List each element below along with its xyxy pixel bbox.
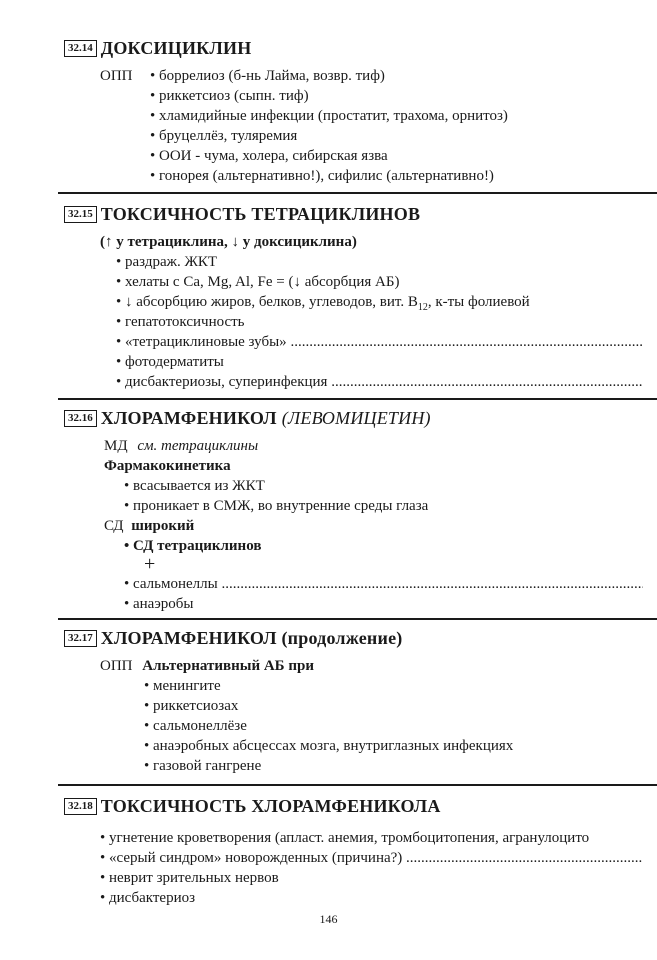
page-number: 146 xyxy=(319,912,338,926)
list-item: • анаэробных абсцессах мозга, внутриглазных инфекциях xyxy=(144,738,514,754)
list-item: • дисбактериоз xyxy=(100,890,196,906)
section-number: 32.14 xyxy=(64,40,97,57)
list-item: • «серый синдром» новорожденных (причина?) ..... xyxy=(100,848,643,868)
opp-label: ОПП xyxy=(100,68,133,84)
section-number: 32.18 xyxy=(64,798,97,815)
section-heading-32-14 xyxy=(64,38,251,59)
pk-heading: Фармакокинетика xyxy=(104,458,231,474)
list-item: • менингите xyxy=(144,678,221,694)
md-line xyxy=(104,436,258,456)
list-item: • сальмонеллёзе xyxy=(144,718,247,734)
list-item: • хелаты с Ca, Mg, Al, Fe = (↓ абсорбция АБ) xyxy=(116,274,400,290)
list-item: • ООИ - чума, холера, сибирская язва xyxy=(150,148,388,164)
sd-label: СД xyxy=(104,518,124,534)
section-divider xyxy=(58,618,657,620)
subheading: (↑ у тетрациклина, ↓ у доксициклина) xyxy=(100,234,357,250)
section-number: 32.17 xyxy=(64,630,97,647)
list-item: • угнетение кроветворения (апласт. анемия, тромбоцитопения, агранулоцито xyxy=(100,830,590,846)
section-number: 32.15 xyxy=(64,206,97,223)
opp-heading: Альтернативный АБ при xyxy=(142,658,314,674)
opp-label: ОПП xyxy=(100,658,133,674)
section-title: ХЛОРАМФЕНИКОЛ xyxy=(100,408,277,428)
section-title: ТОКСИЧНОСТЬ ХЛОРАМФЕНИКОЛА xyxy=(100,796,441,816)
list-item: • дисбактериозы, суперинфекция ..... xyxy=(116,372,643,392)
section-title-alt: (ЛЕВОМИЦЕТИН) xyxy=(281,408,431,428)
section-divider xyxy=(58,398,657,400)
list-item: • СД тетрациклинов xyxy=(124,538,262,554)
list-item: • «тетрациклиновые зубы» ..... xyxy=(116,332,643,352)
section-heading-32-16 xyxy=(64,408,431,429)
plus-sign: + xyxy=(144,553,156,575)
list-item: • хламидийные инфекции (простатит, трахома, орнитоз) xyxy=(150,108,508,124)
opp-line xyxy=(100,656,314,676)
md-value: см. тетрациклины xyxy=(137,438,259,454)
list-item: • ↓ абсорбцию жиров, белков, углеводов, вит. $B_{12}$, к-ты фолиевой xyxy=(116,294,530,313)
list-item: • боррелиоз (б-нь Лайма, возвр. тиф) xyxy=(150,68,385,84)
list-item: • всасывается из ЖКТ xyxy=(124,478,265,494)
section-heading-32-17 xyxy=(64,628,402,649)
sd-line xyxy=(104,516,194,536)
section-heading-32-18 xyxy=(64,796,441,817)
section-number: 32.16 xyxy=(64,410,97,427)
list-item: • риккетсиозах xyxy=(144,698,239,714)
section-title: ДОКСИЦИКЛИН xyxy=(100,38,252,58)
md-label: МД xyxy=(104,438,128,454)
list-item: • газовой гангрене xyxy=(144,758,262,774)
section-heading-32-15 xyxy=(64,204,420,225)
list-item: • гепатотоксичность xyxy=(116,314,245,330)
list-item: • неврит зрительных нервов xyxy=(100,870,279,886)
sd-value: широкий xyxy=(131,518,195,534)
list-item: • риккетсиоз (сыпн. тиф) xyxy=(150,88,309,104)
list-item: • анаэробы xyxy=(124,596,194,612)
list-item: • бруцеллёз, туляремия xyxy=(150,128,298,144)
list-item: • сальмонеллы ..... xyxy=(124,574,643,594)
list-item: • раздраж. ЖКТ xyxy=(116,254,218,270)
list-item: • гонорея (альтернативно!), сифилис (альтернативно!) xyxy=(150,168,494,184)
section-title: ТОКСИЧНОСТЬ ТЕТРАЦИКЛИНОВ xyxy=(100,204,421,224)
section-title: ХЛОРАМФЕНИКОЛ (продолжение) xyxy=(100,628,403,648)
list-item: • проникает в СМЖ, во внутренние среды глаза xyxy=(124,498,429,514)
section-divider xyxy=(58,192,657,194)
list-item: • фотодерматиты xyxy=(116,354,224,370)
section-divider xyxy=(58,784,657,786)
